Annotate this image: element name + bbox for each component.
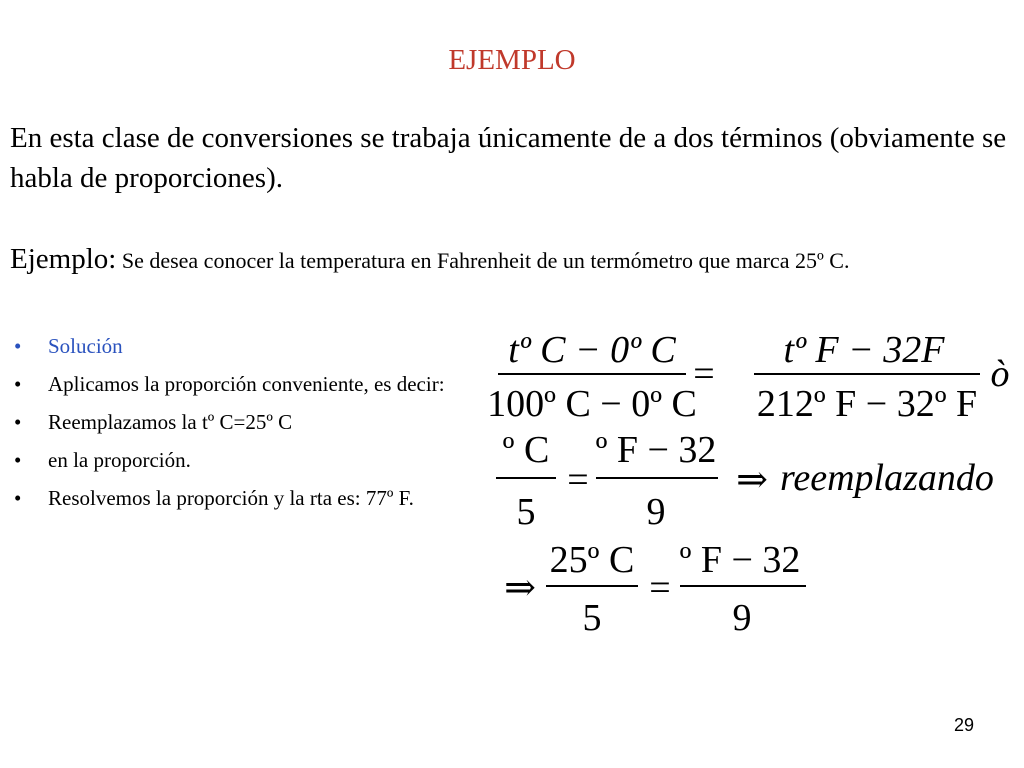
example-paragraph — [10, 240, 1015, 283]
eq3-left-numerator: 25º C — [549, 539, 635, 581]
eq2-right-numerator: º F − 32 — [595, 429, 717, 471]
eq1-left-denominator: 100º C − 0º C — [487, 383, 697, 425]
eq2-note: reemplazando — [780, 457, 994, 499]
example-label: Ejemplo: — [10, 243, 117, 275]
eq3-right-numerator: º F − 32 — [679, 539, 801, 581]
intro-paragraph: En esta clase de conversiones se trabaja únicamente de a dos términos (obviamente se habla de proporciones). — [10, 122, 1007, 194]
eq3-implies-arrow: ⇒ — [504, 567, 536, 609]
bullet-list — [10, 332, 480, 512]
eq1-equals: = — [693, 353, 715, 395]
eq3-equals: = — [649, 567, 671, 609]
eq3-right-denominator: 9 — [732, 597, 752, 639]
eq3-left-denominator: 5 — [582, 597, 602, 639]
page-number: 29 — [953, 715, 974, 735]
eq2-left-numerator: º C — [502, 429, 550, 471]
bullet-solucion: • Solución — [10, 332, 480, 360]
eq1-suffix: ò — [990, 353, 1010, 395]
eq2-right-denominator: 9 — [646, 491, 666, 533]
bullet-resolvemos: • Resolvemos la proporción y la rta es: 77º F. — [10, 484, 480, 512]
slide-title: EJEMPLO — [448, 44, 576, 76]
example-text: Se desea conocer la temperatura en Fahrenheit de un termómetro que marca 25º C. — [116, 248, 850, 273]
eq1-right-denominator: 212º F − 32º F — [756, 383, 978, 425]
equation-substituted — [504, 539, 806, 639]
equation-simplified — [496, 429, 994, 533]
bullet-en-proporcion: • en la proporción. — [10, 446, 480, 474]
bullet-aplicamos: • Aplicamos la proporción conveniente, es decir: — [10, 370, 480, 398]
equations-block — [470, 320, 1020, 650]
equation-proportion — [487, 329, 1009, 425]
eq1-right-numerator: tº F − 32F — [783, 329, 945, 371]
bullet-reemplazamos: • Reemplazamos la tº C=25º C — [10, 408, 480, 436]
eq2-left-denominator: 5 — [516, 491, 536, 533]
eq1-left-numerator: tº C − 0º C — [508, 329, 676, 371]
eq2-equals: = — [567, 459, 589, 501]
eq2-implies-arrow: ⇒ — [736, 459, 768, 501]
